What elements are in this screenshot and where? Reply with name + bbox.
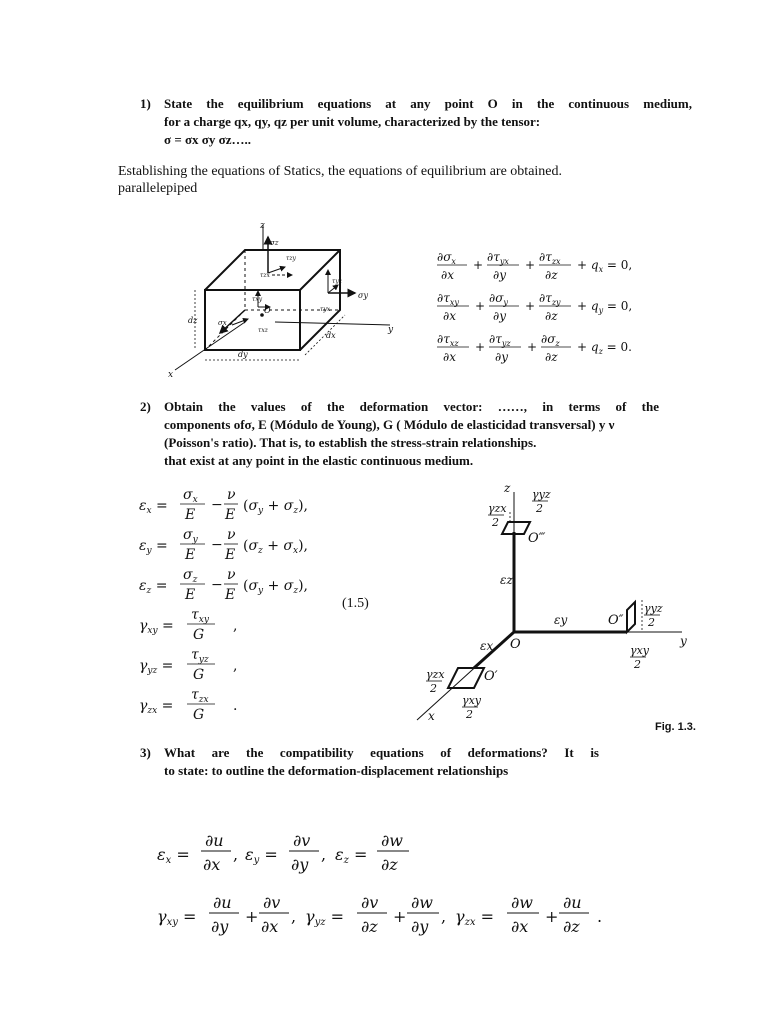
tau-xz-label: τxz — [258, 327, 268, 334]
svg-text:ν: ν — [227, 567, 236, 583]
question-number: 2) — [140, 399, 151, 414]
svg-text:(σy + σz),: $(\sigma_y + \sigma_z)$, — [243, 578, 308, 596]
svg-text:∂τzx: $\partial\tau_{zx}$ — [539, 250, 561, 266]
y-axis-line — [275, 322, 390, 325]
svg-text:εx =: $\varepsilon_x$ = — [139, 498, 168, 516]
question-line: that exist at any point in the elastic continuous medium. — [164, 453, 474, 468]
question-line: (Poisson's ratio). That is, to establish the stress-strain relationships. — [164, 435, 537, 450]
svg-text:.: . — [597, 907, 603, 926]
o-triple-label: O‴ — [528, 531, 546, 546]
svg-text:+: + — [473, 258, 484, 272]
svg-text:(σz + σx),: $(\sigma_z + \sigma_x)$, — [243, 538, 308, 556]
svg-text:∂w: ∂w — [511, 893, 533, 912]
equilibrium-equation-x — [437, 250, 632, 282]
gamma-yz-top: γyz — [532, 488, 551, 501]
svg-text:∂u: ∂u — [205, 831, 224, 850]
svg-text:+: + — [245, 907, 259, 926]
svg-text:∂w: ∂w — [411, 893, 433, 912]
question-1 — [140, 95, 700, 149]
equilibrium-equation-z — [437, 332, 632, 364]
svg-text:.: . — [233, 698, 238, 714]
svg-text:∂x: ∂x — [511, 917, 529, 936]
gamma-zx-top: γzx — [488, 502, 507, 515]
svg-text:E: E — [225, 507, 236, 523]
svg-text:E: E — [225, 587, 236, 603]
question-line: to state: to outline the deformation-displacement relationships — [164, 763, 509, 778]
svg-text:+ qx = 0,: + $q_x = 0$, — [577, 258, 633, 274]
svg-text:+ qy = 0,: + $q_y = 0$, — [577, 299, 633, 315]
svg-text:εz =: $\varepsilon_z$ = — [139, 578, 168, 596]
svg-text:∂y: ∂y — [493, 309, 506, 323]
svg-text:G: G — [193, 627, 205, 643]
svg-text:E: E — [185, 587, 196, 603]
svg-text:τzx: $\tau_{zx}$ — [191, 687, 209, 705]
svg-text:+: + — [475, 340, 486, 354]
z-axis-label: z — [260, 221, 265, 231]
svg-text:σz: $\sigma_z$ — [183, 567, 198, 585]
gamma-den: 2 — [466, 708, 473, 721]
gamma-den: 2 — [536, 502, 543, 515]
gamma-xy-bottom: γxy — [462, 694, 481, 707]
question-line: for a charge qx, qy, qz per unit volume, characterized by the tensor: — [164, 114, 541, 129]
shear-strain-zx-equation — [139, 687, 237, 723]
svg-text:τxy: $\tau_{xy}$ — [191, 607, 209, 625]
eps-z-label: εz — [500, 573, 513, 587]
svg-text:∂z: ∂z — [545, 268, 558, 282]
svg-text:∂y: ∂y — [411, 917, 429, 936]
gamma-yz-right: γyz — [644, 602, 663, 615]
svg-text:ν: ν — [227, 527, 236, 543]
svg-text:+: + — [475, 299, 486, 313]
gamma-den: 2 — [492, 516, 499, 529]
shear-strain-xy-equation — [139, 607, 237, 643]
svg-text:∂σx: $\partial\sigma_x$ — [437, 250, 456, 266]
svg-text:∂τxz: $\partial\tau_{xz}$ — [437, 332, 459, 348]
svg-text:∂σz: $\partial\sigma_z$ — [541, 332, 560, 348]
svg-text:∂τyx: $\partial\tau_{yx}$ — [487, 250, 509, 266]
o-double-label: O″ — [608, 613, 624, 628]
svg-text:(σy + σz),: $(\sigma_y + \sigma_z)$, — [243, 498, 308, 516]
x-axis-label: x — [168, 370, 174, 380]
origin-label: O — [264, 306, 271, 315]
svg-text:∂τzy: $\partial\tau_{zy}$ — [539, 291, 561, 307]
y-axis-label: y — [388, 325, 394, 335]
svg-text:∂u: ∂u — [563, 893, 582, 912]
tau-zy-label: τzy — [286, 255, 296, 262]
question-number: 1) — [140, 96, 151, 111]
x-axis-line — [175, 322, 245, 370]
svg-text:∂v: ∂v — [293, 831, 311, 850]
svg-text:,: , — [441, 907, 447, 926]
equilibrium-equation-y — [437, 291, 632, 323]
svg-text:∂τyz: $\partial\tau_{yz}$ — [489, 332, 511, 348]
paragraph-line: parallelepiped — [118, 181, 198, 196]
svg-text:∂z: ∂z — [381, 855, 398, 874]
tau-zx-label: τzx — [260, 272, 270, 279]
deformation-figure — [412, 482, 712, 727]
stress-cube-figure — [160, 215, 400, 385]
svg-text:∂y: ∂y — [495, 350, 508, 364]
svg-text:,: , — [233, 658, 238, 674]
sigma-x-label: σx — [218, 319, 227, 327]
question-3 — [140, 744, 600, 780]
svg-text:∂σy: $\partial\sigma_y$ — [489, 291, 508, 307]
svg-text:G: G — [193, 707, 205, 723]
svg-text:γxy =: γxy = — [157, 907, 197, 928]
question-2 — [140, 398, 660, 470]
svg-text:E: E — [185, 547, 196, 563]
svg-text:∂x: ∂x — [443, 309, 456, 323]
svg-text:,: , — [233, 618, 238, 634]
svg-text:∂z: ∂z — [545, 309, 558, 323]
eps-y-label: εy — [554, 613, 568, 627]
svg-text:σy: $\sigma_y$ — [183, 527, 198, 545]
equation-number: (1.5) — [342, 596, 369, 611]
dy-label: dy — [238, 350, 248, 359]
x-axis-label: x — [428, 709, 435, 723]
strain-x-equation — [139, 487, 308, 523]
svg-text:+: + — [527, 340, 538, 354]
question-number: 3) — [140, 745, 151, 760]
sigma-y-label: σy — [358, 291, 368, 300]
svg-text:∂z: ∂z — [545, 350, 558, 364]
equilibrium-equations — [435, 245, 665, 375]
tau-yz-label: τyz — [332, 278, 342, 285]
svg-text:γxy =: $\gamma_{xy}$ = — [139, 618, 174, 636]
svg-text:∂v: ∂v — [361, 893, 379, 912]
svg-text:∂x: ∂x — [441, 268, 454, 282]
svg-text:εx =: εx = — [157, 845, 190, 866]
tau-yx-label: τyx — [320, 306, 331, 313]
paragraph-line: Establishing the equations of Statics, the equations of equilibrium are obtained. — [118, 164, 563, 179]
figure-caption: Fig. 1.3. — [655, 721, 696, 733]
svg-text:∂x: ∂x — [443, 350, 456, 364]
tau-xy-label: τxy — [252, 296, 263, 303]
svg-text:∂z: ∂z — [563, 917, 580, 936]
question-line: Obtain the values of the deformation vector: ……, in terms of the — [164, 399, 659, 414]
svg-text:εy =: εy = — [245, 845, 278, 866]
eps-x-label: εx — [480, 639, 494, 653]
svg-text:∂y: ∂y — [493, 268, 506, 282]
normal-strains-row — [157, 831, 409, 874]
svg-text:E: E — [225, 547, 236, 563]
svg-text:∂z: ∂z — [361, 917, 378, 936]
shear-strain-yz-equation — [139, 647, 237, 683]
svg-text:−: − — [211, 537, 223, 553]
y-axis-label: y — [680, 634, 687, 648]
svg-text:,: , — [233, 845, 239, 864]
svg-text:+: + — [525, 258, 536, 272]
svg-text:εz =: εz = — [335, 845, 368, 866]
svg-text:+: + — [393, 907, 407, 926]
svg-text:E: E — [185, 507, 196, 523]
dz-label: dz — [188, 316, 198, 325]
svg-text:,: , — [291, 907, 297, 926]
svg-text:+ qz = 0.: + $q_z = 0$. — [577, 340, 632, 356]
svg-text:γyz =: γyz = — [305, 907, 344, 928]
strain-displacement-equations — [155, 822, 615, 942]
svg-text:ν: ν — [227, 487, 236, 503]
dx-label: dx — [326, 331, 336, 340]
svg-text:G: G — [193, 667, 205, 683]
svg-text:+: + — [525, 299, 536, 313]
shear-strains-row — [157, 893, 602, 936]
sigma-z-label: σz — [270, 239, 279, 247]
gamma-xy-right: γxy — [630, 644, 649, 657]
svg-text:,: , — [321, 845, 327, 864]
svg-text:γzx =: γzx = — [455, 907, 494, 928]
svg-text:σx: $\sigma_x$ — [183, 487, 198, 505]
svg-text:∂w: ∂w — [381, 831, 403, 850]
z-axis-label: z — [504, 482, 511, 495]
svg-text:−: − — [211, 577, 223, 593]
question-line: What are the compatibility equations of deformations? It is — [164, 745, 599, 760]
svg-text:εy =: $\varepsilon_y$ = — [139, 538, 168, 556]
svg-text:∂y: ∂y — [211, 917, 229, 936]
strain-z-equation — [139, 567, 308, 603]
svg-text:γzx =: $\gamma_{zx}$ = — [139, 698, 174, 716]
svg-text:τyz: $\tau_{yz}$ — [191, 647, 209, 665]
svg-text:∂x: ∂x — [261, 917, 279, 936]
svg-text:∂x: ∂x — [203, 855, 221, 874]
svg-text:∂τxy: $\partial\tau_{xy}$ — [437, 291, 459, 307]
o-prime-label: O′ — [484, 669, 498, 684]
gamma-den: 2 — [634, 658, 641, 671]
gamma-den: 2 — [430, 682, 437, 695]
svg-text:−: − — [211, 497, 223, 513]
question-line: σ = σx σy σz….. — [164, 132, 251, 147]
gamma-den: 2 — [648, 616, 655, 629]
svg-text:∂u: ∂u — [213, 893, 232, 912]
svg-text:γyz =: $\gamma_{yz}$ = — [139, 658, 174, 676]
strain-y-equation — [139, 527, 308, 563]
svg-text:∂y: ∂y — [291, 855, 309, 874]
question-line: State the equilibrium equations at any point O in the continuous medium, — [164, 96, 692, 111]
svg-text:+: + — [545, 907, 559, 926]
svg-text:∂v: ∂v — [263, 893, 281, 912]
question-line: components ofσ, E (Módulo de Young), G ( Módulo de elasticidad transversal) y ν — [164, 417, 615, 432]
statics-paragraph — [118, 163, 718, 197]
origin-label: O — [510, 637, 521, 652]
gamma-zx-bottom: γzx — [426, 668, 445, 681]
